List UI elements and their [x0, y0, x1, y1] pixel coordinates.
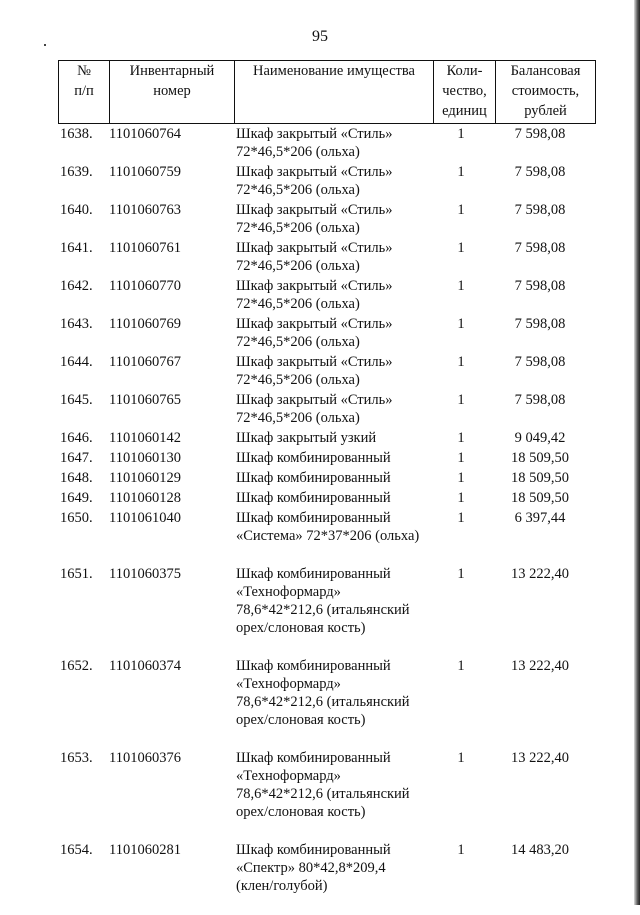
inventory-number: 1101060374 — [109, 658, 181, 674]
item-name-line: Шкаф комбинированный — [236, 750, 391, 766]
item-name — [236, 353, 434, 389]
balance-cost: 13 222,40 — [511, 566, 569, 582]
balance-cost: 7 598,08 — [514, 202, 566, 218]
table-row — [58, 449, 592, 467]
item-name-line: Шкаф комбинированный — [236, 490, 391, 506]
item-name-line: 72*46,5*206 (ольха) — [236, 296, 360, 312]
item-name-line: Шкаф закрытый «Стиль» — [236, 240, 393, 256]
table-row — [58, 391, 592, 427]
row-number: 1640. — [60, 202, 93, 218]
row-number: 1653. — [60, 750, 93, 766]
row-number: 1647. — [60, 450, 93, 466]
item-name-line: (клен/голубой) — [236, 878, 328, 894]
item-name-line: орех/слоновая кость) — [236, 804, 366, 820]
inventory-number: 1101060765 — [109, 392, 181, 408]
item-name-line: Шкаф комбинированный — [236, 510, 391, 526]
item-name-line: орех/слоновая кость) — [236, 712, 366, 728]
balance-cost: 7 598,08 — [514, 354, 566, 370]
balance-cost: 7 598,08 — [514, 126, 566, 142]
item-name-line: 72*46,5*206 (ольха) — [236, 372, 360, 388]
table-row — [58, 657, 592, 729]
quantity: 1 — [457, 842, 465, 858]
row-number: 1652. — [60, 658, 93, 674]
inventory-number: 1101060128 — [109, 490, 181, 506]
item-name-line: 78,6*42*212,6 (итальянский — [236, 602, 410, 618]
table-row — [58, 239, 592, 275]
balance-cost: 7 598,08 — [514, 164, 566, 180]
row-number: 1638. — [60, 126, 93, 142]
inventory-number: 1101060763 — [109, 202, 181, 218]
quantity: 1 — [457, 450, 465, 466]
item-name-line: Шкаф комбинированный — [236, 842, 391, 858]
table-row — [58, 469, 592, 487]
quantity: 1 — [457, 566, 465, 582]
table-row — [58, 565, 592, 637]
row-number: 1645. — [60, 392, 93, 408]
quantity: 1 — [457, 392, 465, 408]
inventory-number: 1101060770 — [109, 278, 181, 294]
row-number: 1644. — [60, 354, 93, 370]
table-row — [58, 125, 592, 161]
item-name-line: Шкаф закрытый «Стиль» — [236, 126, 393, 142]
balance-cost: 9 049,42 — [514, 430, 566, 446]
item-name — [236, 429, 434, 447]
balance-cost: 18 509,50 — [511, 450, 569, 466]
balance-cost: 13 222,40 — [511, 658, 569, 674]
table-row — [58, 489, 592, 507]
inventory-number: 1101060375 — [109, 566, 181, 582]
item-name — [236, 841, 434, 895]
quantity: 1 — [457, 126, 465, 142]
item-name-line: «Техноформард» — [236, 676, 341, 692]
item-name — [236, 125, 434, 161]
inventory-number: 1101060130 — [109, 450, 181, 466]
inventory-number: 1101060767 — [109, 354, 181, 370]
table-row — [58, 163, 592, 199]
row-number: 1648. — [60, 470, 93, 486]
quantity: 1 — [457, 164, 465, 180]
header-quantity: Коли- чество, единиц — [434, 61, 496, 124]
item-name — [236, 469, 434, 487]
table-row — [58, 429, 592, 447]
item-name-line: Шкаф закрытый «Стиль» — [236, 354, 393, 370]
item-name-line: Шкаф закрытый «Стиль» — [236, 164, 393, 180]
balance-cost: 7 598,08 — [514, 392, 566, 408]
inventory-number: 1101060759 — [109, 164, 181, 180]
item-name-line: 72*46,5*206 (ольха) — [236, 258, 360, 274]
item-name-line: 72*46,5*206 (ольха) — [236, 410, 360, 426]
inventory-number: 1101060281 — [109, 842, 181, 858]
item-name-line: Шкаф закрытый узкий — [236, 430, 377, 446]
item-name — [236, 277, 434, 313]
inventory-number: 1101060142 — [109, 430, 181, 446]
quantity: 1 — [457, 316, 465, 332]
balance-cost: 7 598,08 — [514, 278, 566, 294]
table-row — [58, 201, 592, 237]
table-body — [58, 125, 592, 915]
item-name-line: Шкаф закрытый «Стиль» — [236, 316, 393, 332]
item-name-line: «Система» 72*37*206 (ольха) — [236, 528, 420, 544]
item-name — [236, 449, 434, 467]
item-name-line: орех/слоновая кость) — [236, 620, 366, 636]
quantity: 1 — [457, 202, 465, 218]
inventory-number: 1101060376 — [109, 750, 181, 766]
row-number: 1650. — [60, 510, 93, 526]
header-inventory: Инвентарный номер — [110, 61, 235, 124]
scan-edge — [634, 0, 640, 905]
item-name-line: 72*46,5*206 (ольха) — [236, 334, 360, 350]
balance-cost: 6 397,44 — [514, 510, 566, 526]
balance-cost: 18 509,50 — [511, 470, 569, 486]
table-row — [58, 749, 592, 821]
quantity: 1 — [457, 490, 465, 506]
item-name — [236, 201, 434, 237]
item-name-line: Шкаф комбинированный — [236, 470, 391, 486]
item-name — [236, 315, 434, 351]
header-cost: Балансовая стоимость, рублей — [496, 61, 596, 124]
item-name-line: 78,6*42*212,6 (итальянский — [236, 694, 410, 710]
quantity: 1 — [457, 510, 465, 526]
row-number: 1646. — [60, 430, 93, 446]
row-number: 1643. — [60, 316, 93, 332]
table-row — [58, 509, 592, 545]
item-name — [236, 163, 434, 199]
row-number: 1649. — [60, 490, 93, 506]
balance-cost: 13 222,40 — [511, 750, 569, 766]
row-number: 1639. — [60, 164, 93, 180]
item-name — [236, 509, 434, 545]
inventory-number: 1101060129 — [109, 470, 181, 486]
item-name-line: Шкаф закрытый «Стиль» — [236, 202, 393, 218]
item-name-line: Шкаф закрытый «Стиль» — [236, 278, 393, 294]
balance-cost: 7 598,08 — [514, 240, 566, 256]
item-name-line: 72*46,5*206 (ольха) — [236, 144, 360, 160]
item-name-line: Шкаф комбинированный — [236, 566, 391, 582]
quantity: 1 — [457, 240, 465, 256]
table-row — [58, 315, 592, 351]
header-name: Наименование имущества — [235, 61, 434, 124]
item-name — [236, 489, 434, 507]
table-row — [58, 841, 592, 895]
item-name-line: «Спектр» 80*42,8*209,4 — [236, 860, 386, 876]
page-number: 95 — [312, 28, 328, 45]
balance-cost: 7 598,08 — [514, 316, 566, 332]
table-row — [58, 277, 592, 313]
inventory-number: 1101061040 — [109, 510, 181, 526]
inventory-number: 1101060769 — [109, 316, 181, 332]
row-number: 1641. — [60, 240, 93, 256]
item-name-line: Шкаф закрытый «Стиль» — [236, 392, 393, 408]
item-name — [236, 239, 434, 275]
table-header — [58, 60, 596, 124]
quantity: 1 — [457, 430, 465, 446]
header-number: № п/п — [59, 61, 110, 124]
inventory-number: 1101060761 — [109, 240, 181, 256]
item-name-line: 72*46,5*206 (ольха) — [236, 220, 360, 236]
inventory-number: 1101060764 — [109, 126, 181, 142]
quantity: 1 — [457, 278, 465, 294]
quantity: 1 — [457, 470, 465, 486]
row-number: 1654. — [60, 842, 93, 858]
row-number: 1651. — [60, 566, 93, 582]
quantity: 1 — [457, 750, 465, 766]
quantity: 1 — [457, 658, 465, 674]
item-name-line: Шкаф комбинированный — [236, 450, 391, 466]
balance-cost: 14 483,20 — [511, 842, 569, 858]
item-name — [236, 391, 434, 427]
item-name-line: 78,6*42*212,6 (итальянский — [236, 786, 410, 802]
balance-cost: 18 509,50 — [511, 490, 569, 506]
item-name — [236, 749, 434, 821]
row-number: 1642. — [60, 278, 93, 294]
item-name — [236, 565, 434, 637]
item-name — [236, 657, 434, 729]
quantity: 1 — [457, 354, 465, 370]
item-name-line: «Техноформард» — [236, 768, 341, 784]
item-name-line: «Техноформард» — [236, 584, 341, 600]
item-name-line: 72*46,5*206 (ольха) — [236, 182, 360, 198]
table-row — [58, 353, 592, 389]
item-name-line: Шкаф комбинированный — [236, 658, 391, 674]
